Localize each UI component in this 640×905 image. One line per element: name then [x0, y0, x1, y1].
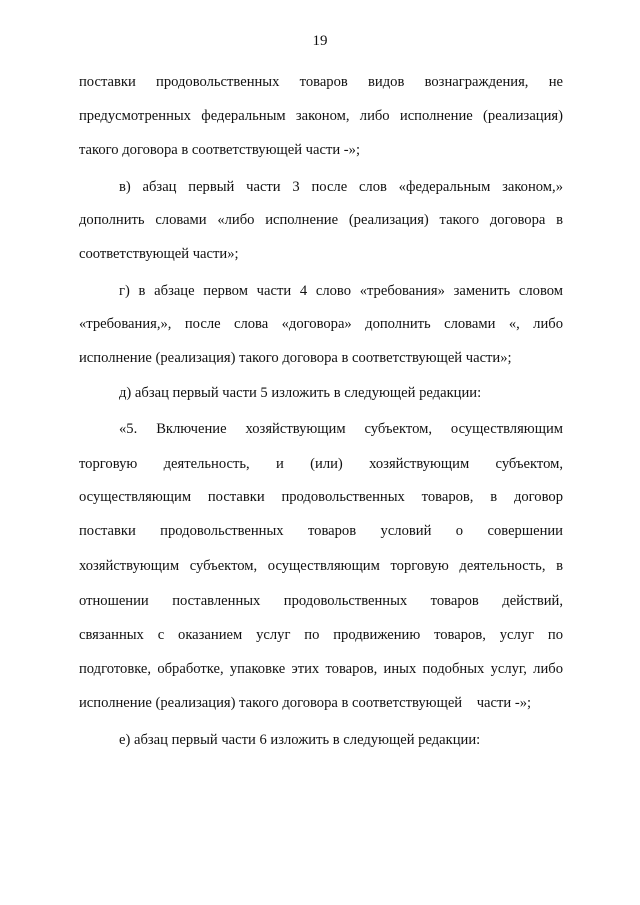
text-line: «требования,», после слова «договора» дополнить словами «, либо [79, 316, 563, 332]
text-line: торговую деятельность, и (или) хозяйствующим субъектом, [79, 456, 563, 472]
text-line: исполнение (реализация) такого договора в соответствующей части»; [79, 350, 512, 366]
text-line: д) абзац первый части 5 изложить в следующей редакции: [119, 385, 482, 401]
page-number: 19 [312, 33, 328, 49]
text-line: в) абзац первый части 3 после слов «федеральным законом,» [119, 179, 563, 195]
text-line: соответствующей части»; [79, 246, 239, 262]
text-line: отношении поставленных продовольственных товаров действий, [79, 593, 563, 609]
text-line: исполнение (реализация) такого договора в соответствующей части -»; [79, 695, 532, 711]
text-line: подготовке, обработке, упаковке этих товаров, иных подобных услуг, либо [79, 661, 563, 677]
text-line: хозяйствующим субъектом, осуществляющим торговую деятельность, в [79, 558, 563, 574]
text-line: связанных с оказанием услуг по продвижению товаров, услуг по [79, 627, 563, 643]
text-line: поставки продовольственных товаров видов вознаграждения, не [79, 74, 563, 90]
text-line: поставки продовольственных товаров условий о совершении [79, 523, 563, 539]
text-line: е) абзац первый части 6 изложить в следующей редакции: [119, 732, 481, 748]
text-line: предусмотренных федеральным законом, либо исполнение (реализация) [79, 108, 563, 124]
text-line: дополнить словами «либо исполнение (реализация) такого договора в [79, 212, 563, 228]
text-line: осуществляющим поставки продовольственных товаров, в договор [79, 489, 563, 505]
text-line: такого договора в соответствующей части -»; [79, 142, 360, 158]
text-line: «5. Включение хозяйствующим субъектом, осуществляющим [119, 421, 563, 437]
text-line: г) в абзаце первом части 4 слово «требования» заменить словом [119, 283, 563, 299]
